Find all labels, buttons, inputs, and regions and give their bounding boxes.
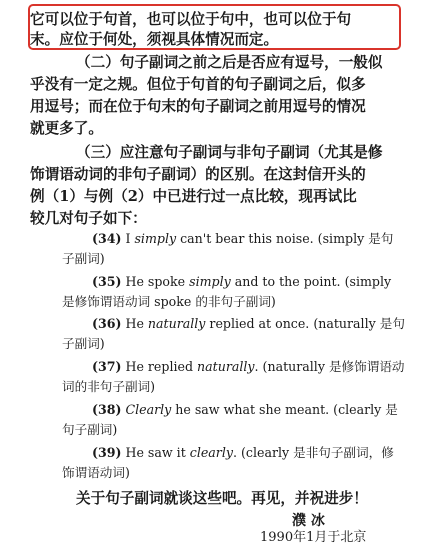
example-text-post: . — [254, 359, 259, 374]
example-34-line-2: 子副词) — [62, 251, 105, 266]
para2-line-2: 乎没有一定之规。但位于句首的句子副词之后，似多 — [30, 76, 366, 93]
example-text-pre: I — [125, 231, 135, 246]
example-number: (35) — [92, 274, 122, 289]
example-text-pre: He — [125, 316, 148, 331]
example-37-line-1 — [92, 361, 405, 374]
highlight-line-1: 它可以位于句首，也可以位于句中，也可以位于句 — [30, 11, 352, 28]
example-number: (38) — [92, 402, 122, 417]
example-note: (simply 是句 — [313, 231, 394, 246]
example-text-post: replied at once. — [205, 316, 310, 331]
example-emphasis: naturally — [197, 359, 255, 374]
example-37-line-2: 词的非句子副词) — [62, 379, 156, 394]
example-text-post: can't bear this noise. — [176, 231, 314, 246]
example-36-line-1 — [92, 318, 405, 331]
highlight-line-2: 末。应位于何处，须视具体情况而定。 — [30, 31, 279, 48]
example-emphasis: Clearly — [125, 402, 172, 417]
example-emphasis: naturally — [147, 316, 206, 331]
example-text-pre: He spoke — [125, 274, 190, 289]
example-text-pre: He replied — [125, 359, 198, 374]
example-note: (clearly 是非句子副词，修 — [237, 445, 394, 460]
example-35-line-2: 是修饰谓语动词 spoke 的非句子副词) — [62, 294, 276, 309]
para3-line-2: 饰谓语动词的非句子副词）的区别。在这封信开头的 — [30, 166, 366, 183]
example-note: (naturally 是句 — [309, 316, 405, 331]
para2-line-3: 用逗号；而在位于句末的句子副词之前用逗号的情况 — [30, 98, 366, 115]
example-emphasis: clearly — [189, 445, 233, 460]
example-number: (39) — [92, 445, 122, 460]
example-text-post: he saw what she meant. — [171, 402, 330, 417]
example-emphasis: simply — [189, 274, 231, 289]
example-39-line-1 — [92, 447, 394, 460]
example-38-line-1 — [92, 404, 398, 417]
example-number: (36) — [92, 316, 122, 331]
example-note: (simply — [340, 274, 392, 289]
example-emphasis: simply — [134, 231, 177, 246]
example-number: (37) — [92, 359, 122, 374]
example-36-line-2: 子副词) — [62, 336, 105, 351]
example-39-line-2: 饰谓语动词) — [62, 465, 130, 480]
para3-line-3: 例（1）与例（2）中已进行过一点比较，现再试比 — [30, 188, 357, 205]
example-text-pre: He saw it — [125, 445, 190, 460]
closing-line: 关于句子副词就谈这些吧。再见，并祝进步！ — [76, 490, 368, 507]
para3-line-4: 较几对句子如下： — [30, 210, 147, 227]
signature-name: 濮 冰 — [292, 513, 325, 529]
example-note: (naturally 是修饰谓语动 — [258, 359, 405, 374]
example-38-line-2: 句子副词) — [62, 422, 118, 437]
example-text-post: . — [232, 445, 237, 460]
example-text-post: and to the point. — [230, 274, 341, 289]
para2-line-1: （二）句子副词之前之后是否应有逗号，一般似 — [76, 54, 383, 71]
para2-line-4: 就更多了。 — [30, 120, 103, 137]
example-34-line-1 — [92, 233, 393, 246]
para3-line-1: （三）应注意句子副词与非句子副词（尤其是修 — [76, 144, 383, 161]
example-35-line-1 — [92, 276, 391, 289]
example-number: (34) — [92, 231, 122, 246]
signature-date: 1990年1月于北京 — [260, 530, 367, 545]
example-note: (clearly 是 — [329, 402, 398, 417]
